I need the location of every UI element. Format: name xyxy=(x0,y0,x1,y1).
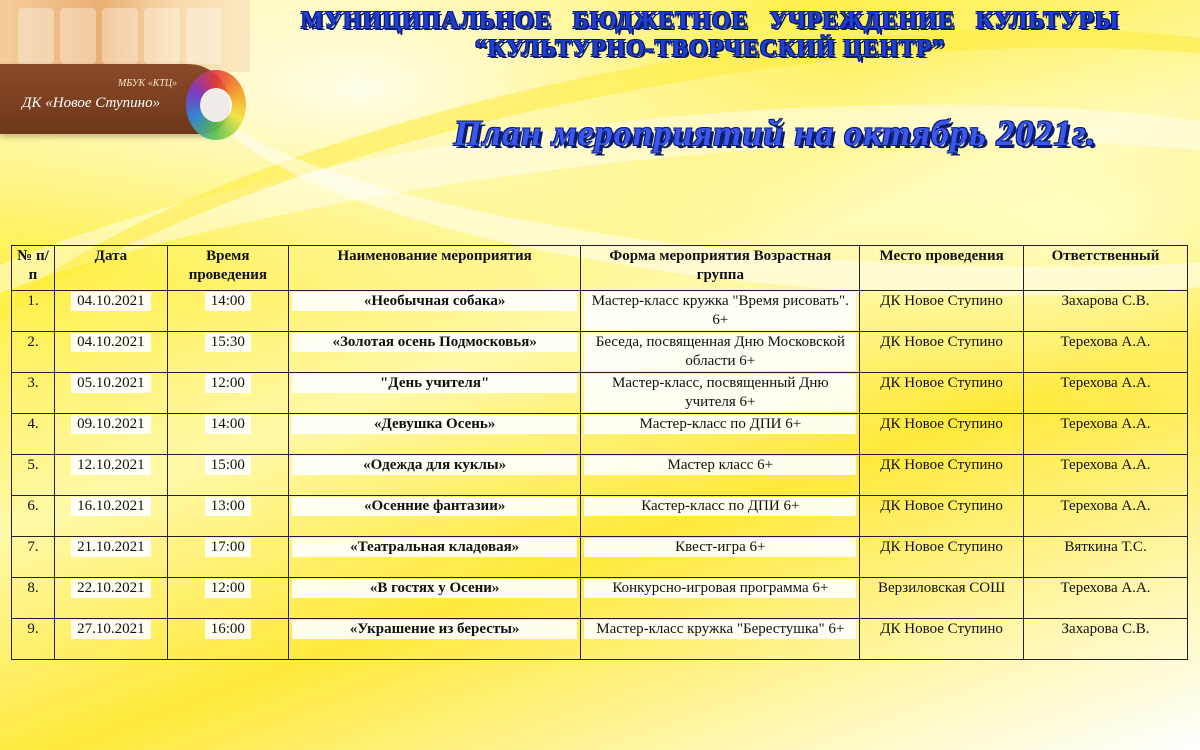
cell-num: 8. xyxy=(12,578,55,619)
cell-responsible: Захарова С.В. xyxy=(1024,619,1188,660)
cell-form-text: Кастер-класс по ДПИ 6+ xyxy=(584,497,856,516)
cell-place: ДК Новое Ступино xyxy=(860,455,1024,496)
cell-time-text: 16:00 xyxy=(205,620,251,639)
col-header-time: Время проведения xyxy=(167,246,288,291)
cell-date xyxy=(54,373,167,414)
cell-name xyxy=(288,455,581,496)
cell-form-text: Мастер-класс кружка "Берестушка" 6+ xyxy=(584,620,856,639)
logo xyxy=(0,0,255,152)
cell-form xyxy=(581,455,860,496)
table-row xyxy=(12,291,1188,332)
cell-date-text: 05.10.2021 xyxy=(71,374,151,393)
cell-time xyxy=(167,619,288,660)
cell-time-text: 12:00 xyxy=(205,374,251,393)
cell-name-text: "День учителя" xyxy=(292,374,578,393)
col-header-name: Наименование мероприятия xyxy=(288,246,581,291)
cell-form xyxy=(581,332,860,373)
col-header-date: Дата xyxy=(54,246,167,291)
cell-responsible: Терехова А.А. xyxy=(1024,496,1188,537)
cell-responsible: Терехова А.А. xyxy=(1024,332,1188,373)
cell-date xyxy=(54,332,167,373)
cell-form xyxy=(581,578,860,619)
cell-date-text: 12.10.2021 xyxy=(71,456,151,475)
col-header-responsible: Ответственный xyxy=(1024,246,1188,291)
harp-icon xyxy=(186,8,222,64)
cell-time xyxy=(167,537,288,578)
logo-artwork xyxy=(0,0,250,72)
cell-time xyxy=(167,578,288,619)
cell-form-text: Мастер-класс кружка "Время рисовать". 6+ xyxy=(584,292,856,330)
cell-date xyxy=(54,578,167,619)
rainbow-swirl-icon xyxy=(186,70,246,140)
cell-responsible: Терехова А.А. xyxy=(1024,414,1188,455)
cell-name-text: «Театральная кладовая» xyxy=(292,538,578,557)
microphone-icon xyxy=(60,8,96,64)
cell-num: 4. xyxy=(12,414,55,455)
col-header-place: Место проведения xyxy=(860,246,1024,291)
cell-date-text: 09.10.2021 xyxy=(71,415,151,434)
cell-name-text: «Золотая осень Подмосковья» xyxy=(292,333,578,352)
cell-place: ДК Новое Ступино xyxy=(860,373,1024,414)
cell-form xyxy=(581,537,860,578)
cell-time-text: 14:00 xyxy=(205,292,251,311)
cell-name-text: «В гостях у Осени» xyxy=(292,579,578,598)
cell-date xyxy=(54,414,167,455)
cell-time xyxy=(167,496,288,537)
cell-name xyxy=(288,332,581,373)
cell-form-text: Мастер-класс, посвященный Дню учителя 6+ xyxy=(584,374,856,412)
cell-form xyxy=(581,373,860,414)
cell-place: ДК Новое Ступино xyxy=(860,619,1024,660)
cell-responsible: Терехова А.А. xyxy=(1024,455,1188,496)
cell-date-text: 21.10.2021 xyxy=(71,538,151,557)
cell-date-text: 04.10.2021 xyxy=(71,333,151,352)
cell-time xyxy=(167,373,288,414)
dancer-icon xyxy=(18,8,54,64)
cell-num: 3. xyxy=(12,373,55,414)
cell-time xyxy=(167,291,288,332)
table-row xyxy=(12,414,1188,455)
cell-date xyxy=(54,496,167,537)
cell-time xyxy=(167,414,288,455)
table-row xyxy=(12,373,1188,414)
cell-responsible: Терехова А.А. xyxy=(1024,578,1188,619)
table-row xyxy=(12,537,1188,578)
col-header-num: № п/п xyxy=(12,246,55,291)
logo-small-text: МБУК «КТЦ» xyxy=(118,78,178,89)
cell-place: ДК Новое Ступино xyxy=(860,291,1024,332)
cell-name-text: «Осенние фантазии» xyxy=(292,497,578,516)
cell-name xyxy=(288,291,581,332)
cell-form xyxy=(581,496,860,537)
cell-time-text: 15:00 xyxy=(205,456,251,475)
cell-date xyxy=(54,291,167,332)
cell-name xyxy=(288,496,581,537)
cell-place: Верзиловская СОШ xyxy=(860,578,1024,619)
center-name: “КУЛЬТУРНО-ТВОРЧЕСКИЙ ЦЕНТР” xyxy=(475,36,945,62)
cell-num: 2. xyxy=(12,332,55,373)
table-row xyxy=(12,496,1188,537)
cell-num: 7. xyxy=(12,537,55,578)
cell-time-text: 15:30 xyxy=(205,333,251,352)
cell-date-text: 22.10.2021 xyxy=(71,579,151,598)
cell-num: 5. xyxy=(12,455,55,496)
cell-name xyxy=(288,578,581,619)
cell-form-text: Квест-игра 6+ xyxy=(584,538,856,557)
table-row xyxy=(12,619,1188,660)
page-title: План мероприятий на октябрь 2021г. xyxy=(453,113,1097,153)
table-row xyxy=(12,455,1188,496)
palette-icon xyxy=(102,8,138,64)
cell-name-text: «Девушка Осень» xyxy=(292,415,578,434)
cell-num: 9. xyxy=(12,619,55,660)
cell-responsible: Захарова С.В. xyxy=(1024,291,1188,332)
cell-responsible: Вяткина Т.С. xyxy=(1024,537,1188,578)
cell-place: ДК Новое Ступино xyxy=(860,496,1024,537)
cell-name xyxy=(288,414,581,455)
cell-place: ДК Новое Ступино xyxy=(860,414,1024,455)
cell-date xyxy=(54,455,167,496)
cell-name-text: «Необычная собака» xyxy=(292,292,578,311)
cell-date-text: 04.10.2021 xyxy=(71,292,151,311)
cell-num: 1. xyxy=(12,291,55,332)
cell-date-text: 16.10.2021 xyxy=(71,497,151,516)
cell-time-text: 14:00 xyxy=(205,415,251,434)
table-header-row xyxy=(12,246,1188,291)
cell-date-text: 27.10.2021 xyxy=(71,620,151,639)
cell-date xyxy=(54,619,167,660)
cell-time-text: 13:00 xyxy=(205,497,251,516)
cell-num: 6. xyxy=(12,496,55,537)
cell-time xyxy=(167,455,288,496)
table-row xyxy=(12,578,1188,619)
cell-time-text: 17:00 xyxy=(205,538,251,557)
cell-name xyxy=(288,373,581,414)
cell-form xyxy=(581,291,860,332)
col-header-form: Форма мероприятия Возрастная группа xyxy=(581,246,860,291)
cell-place: ДК Новое Ступино xyxy=(860,332,1024,373)
table-row xyxy=(12,332,1188,373)
cell-form xyxy=(581,619,860,660)
cell-form-text: Конкурсно-игровая программа 6+ xyxy=(584,579,856,598)
events-table xyxy=(11,245,1188,660)
cell-time xyxy=(167,332,288,373)
cell-form-text: Мастер-класс по ДПИ 6+ xyxy=(584,415,856,434)
cell-form-text: Мастер класс 6+ xyxy=(584,456,856,475)
cell-form-text: Беседа, посвященная Дню Московской области 6+ xyxy=(584,333,856,371)
cell-time-text: 12:00 xyxy=(205,579,251,598)
organization-name: МУНИЦИПАЛЬНОЕ БЮДЖЕТНОЕ УЧРЕЖДЕНИЕ КУЛЬТУРЫ xyxy=(300,8,1120,34)
cell-name xyxy=(288,537,581,578)
theater-masks-icon xyxy=(144,8,180,64)
cell-form xyxy=(581,414,860,455)
cell-name-text: «Украшение из бересты» xyxy=(292,620,578,639)
cell-name-text: «Одежда для куклы» xyxy=(292,456,578,475)
cell-date xyxy=(54,537,167,578)
cell-name xyxy=(288,619,581,660)
cell-place: ДК Новое Ступино xyxy=(860,537,1024,578)
cell-responsible: Терехова А.А. xyxy=(1024,373,1188,414)
logo-main-text: ДК «Новое Ступино» xyxy=(22,95,161,111)
